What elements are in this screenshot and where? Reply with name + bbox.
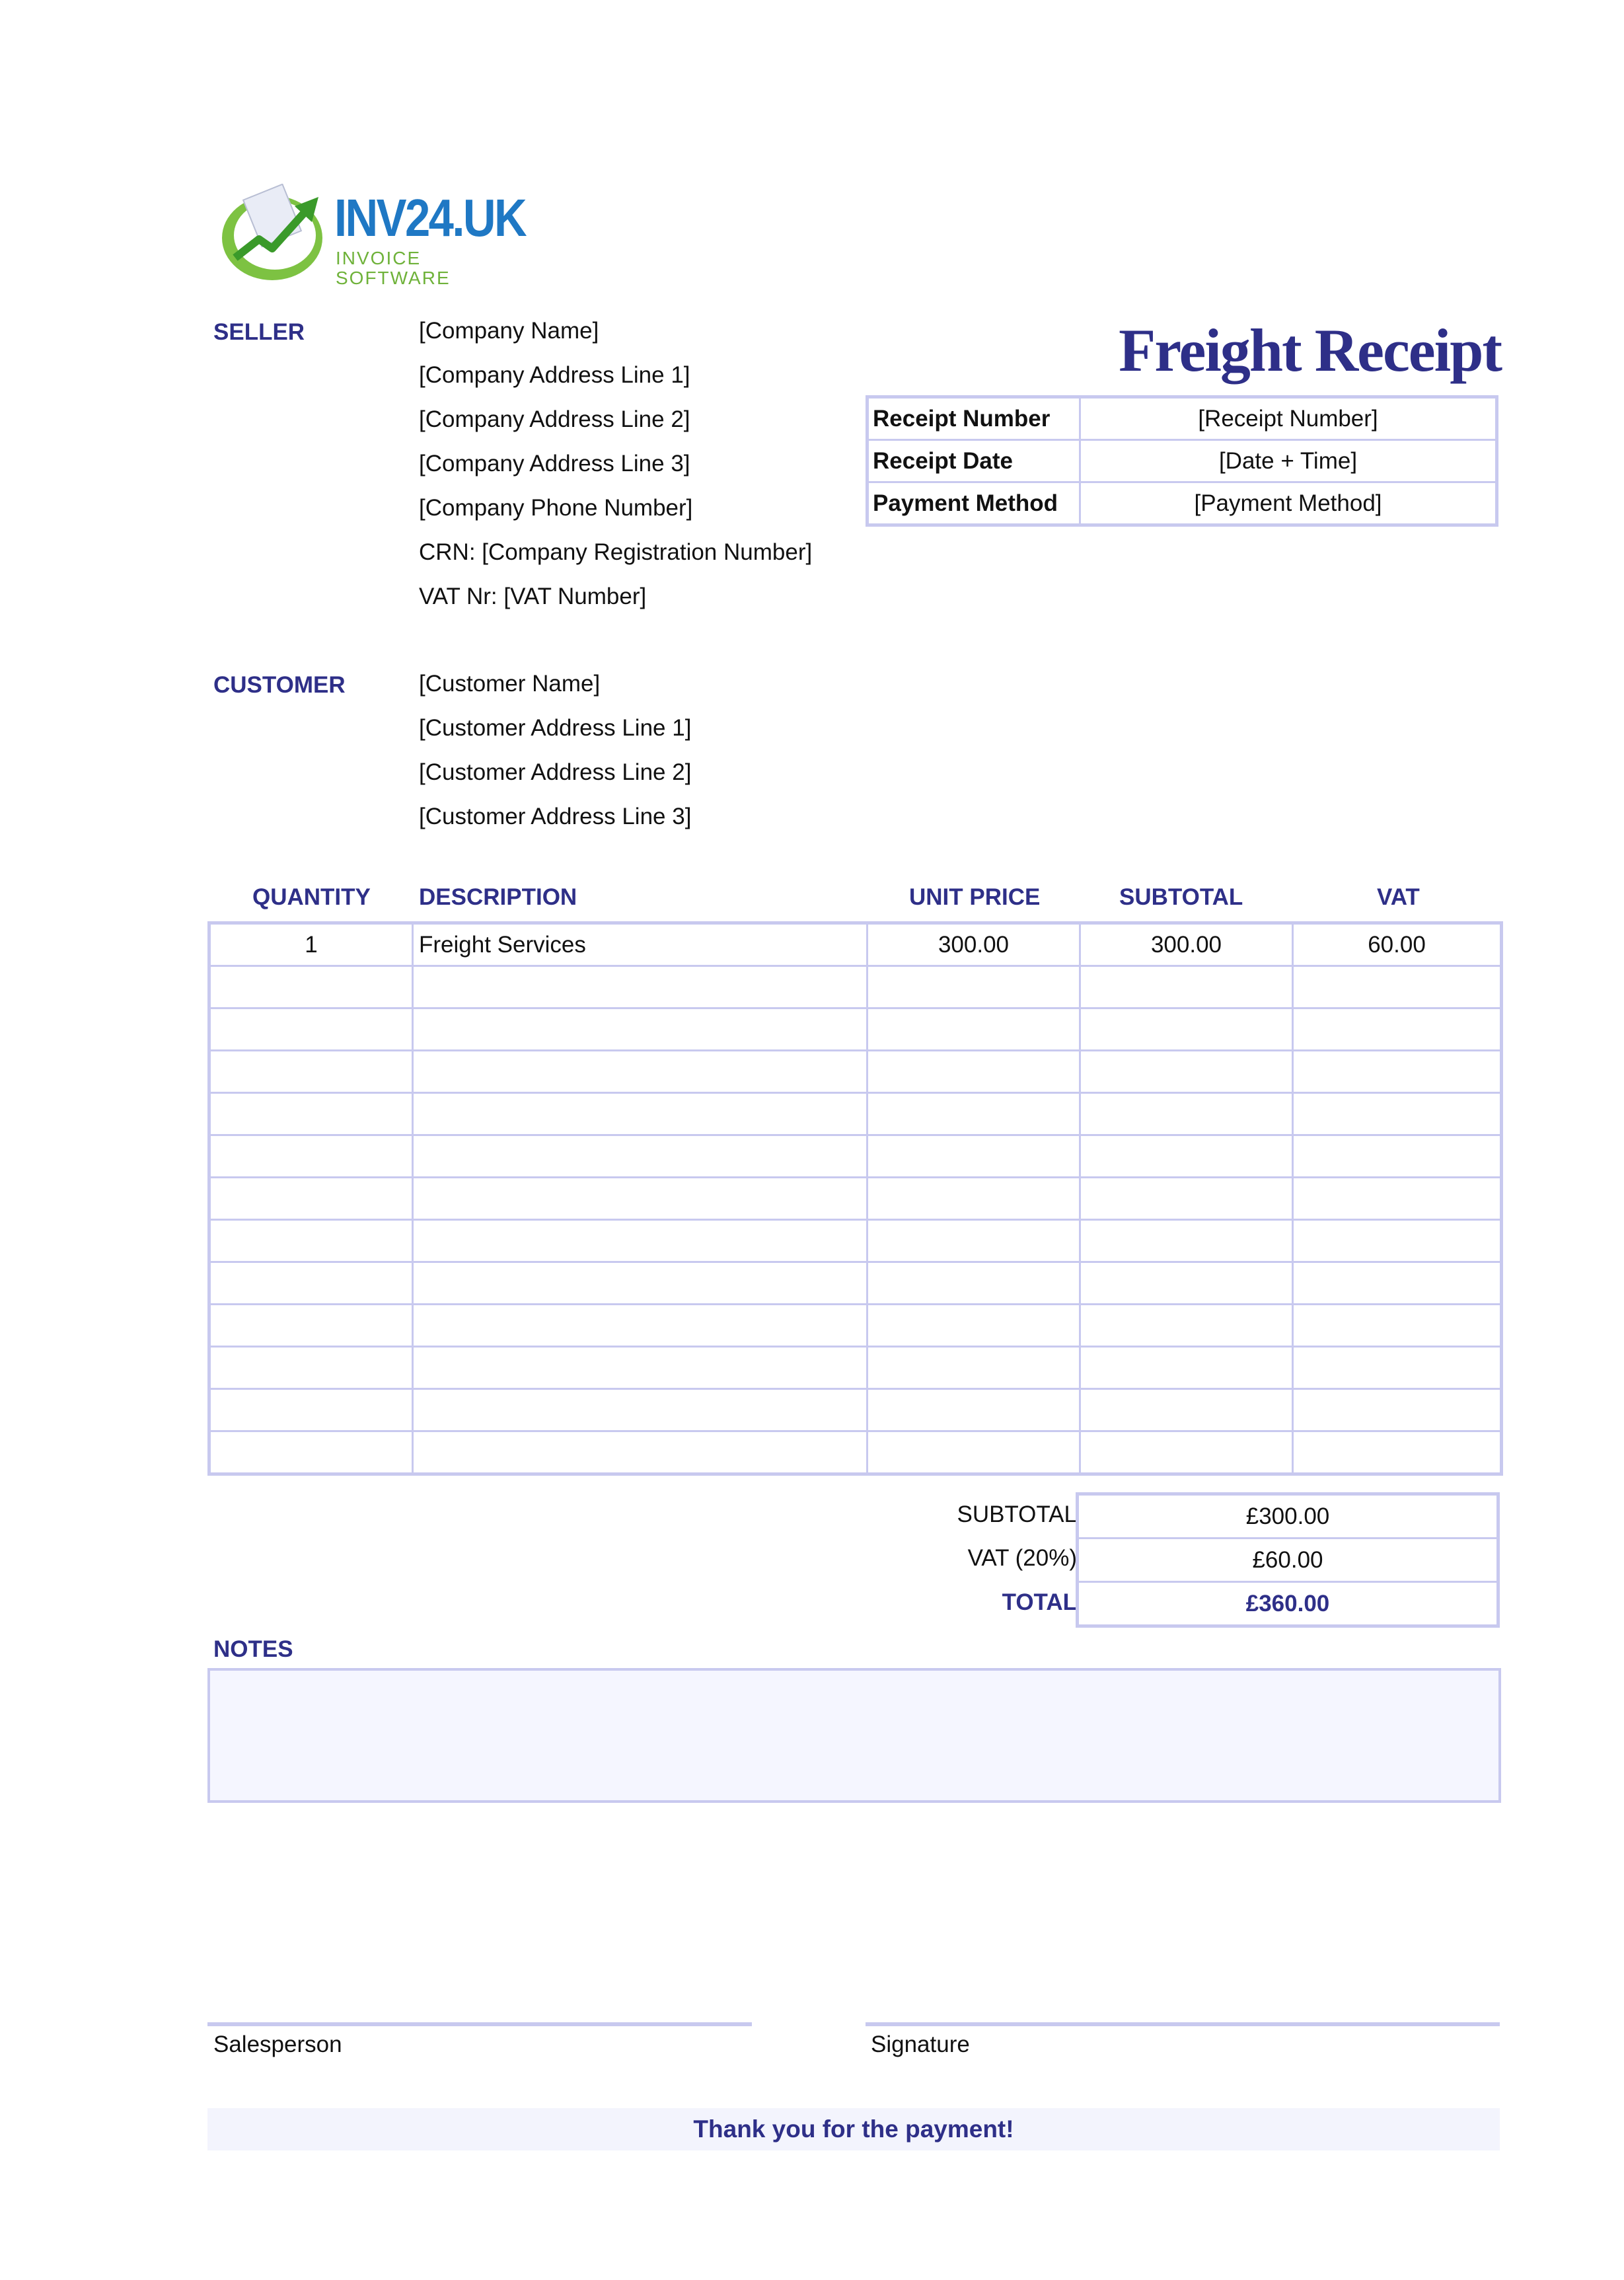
cell-subtotal	[1080, 1389, 1293, 1431]
cell-vat	[1293, 1262, 1502, 1305]
cell-quantity	[209, 1347, 413, 1389]
meta-value: [Date + Time]	[1080, 440, 1497, 482]
cell-description	[413, 1389, 867, 1431]
cell-unit-price	[867, 1262, 1080, 1305]
cell-description: Freight Services	[413, 923, 867, 966]
items-table	[207, 921, 1503, 1476]
cell-vat	[1293, 1051, 1502, 1093]
thank-you-banner: Thank you for the payment!	[207, 2108, 1500, 2150]
table-row	[209, 1262, 1502, 1305]
document-title: Freight Receipt	[1119, 317, 1501, 384]
salesperson-signature-line	[207, 2022, 752, 2026]
column-header-vat: VAT	[1377, 884, 1420, 910]
signature-label: Signature	[871, 2032, 970, 2057]
meta-row	[867, 397, 1497, 440]
notes-label: NOTES	[213, 1636, 293, 1662]
cell-subtotal	[1080, 1347, 1293, 1389]
column-header-subtotal: SUBTOTAL	[1119, 884, 1243, 910]
grand-total-value: £360.00	[1078, 1582, 1498, 1626]
cell-vat: 60.00	[1293, 923, 1502, 966]
seller-line: [Company Name]	[419, 318, 599, 344]
meta-value: [Payment Method]	[1080, 482, 1497, 525]
cell-unit-price	[867, 1093, 1080, 1135]
salesperson-label: Salesperson	[213, 2032, 342, 2057]
table-row	[209, 923, 1502, 966]
cell-vat	[1293, 1347, 1502, 1389]
cell-quantity	[209, 1178, 413, 1220]
cell-unit-price	[867, 1008, 1080, 1051]
seller-line: [Company Address Line 1]	[419, 362, 690, 388]
meta-value: [Receipt Number]	[1080, 397, 1497, 440]
cell-quantity	[209, 1389, 413, 1431]
cell-subtotal	[1080, 1051, 1293, 1093]
meta-label: Payment Method	[867, 482, 1080, 525]
grand-total-label: TOTAL	[1002, 1589, 1077, 1615]
customer-line: [Customer Address Line 1]	[419, 715, 692, 741]
cell-quantity	[209, 1431, 413, 1474]
cell-quantity	[209, 1051, 413, 1093]
cell-subtotal	[1080, 966, 1293, 1008]
cell-vat	[1293, 1135, 1502, 1178]
seller-line: VAT Nr: [VAT Number]	[419, 584, 647, 609]
cell-subtotal	[1080, 1262, 1293, 1305]
logo-tagline: INVOICE SOFTWARE	[336, 248, 451, 288]
cell-quantity	[209, 1305, 413, 1347]
cell-unit-price	[867, 1347, 1080, 1389]
cell-vat	[1293, 1431, 1502, 1474]
cell-vat	[1293, 966, 1502, 1008]
cell-description	[413, 1262, 867, 1305]
meta-label: Receipt Date	[867, 440, 1080, 482]
cell-description	[413, 1305, 867, 1347]
table-row	[209, 1093, 1502, 1135]
cell-quantity	[209, 1093, 413, 1135]
cell-unit-price	[867, 1305, 1080, 1347]
meta-label: Receipt Number	[867, 397, 1080, 440]
signature-line	[866, 2022, 1500, 2026]
cell-vat	[1293, 1220, 1502, 1262]
table-row	[209, 1220, 1502, 1262]
items-header	[209, 884, 1500, 920]
table-row	[209, 1178, 1502, 1220]
cell-unit-price	[867, 1431, 1080, 1474]
cell-description	[413, 1178, 867, 1220]
cell-description	[413, 1347, 867, 1389]
cell-unit-price	[867, 1220, 1080, 1262]
table-row	[209, 1305, 1502, 1347]
totals-table	[1076, 1492, 1500, 1628]
company-logo	[221, 177, 538, 288]
seller-label: SELLER	[213, 319, 305, 345]
seller-line: [Company Address Line 3]	[419, 451, 690, 476]
cell-description	[413, 1431, 867, 1474]
cell-description	[413, 1008, 867, 1051]
invoice-chart-logo-icon	[221, 184, 326, 283]
table-row	[209, 1008, 1502, 1051]
cell-subtotal	[1080, 1135, 1293, 1178]
table-row	[209, 1135, 1502, 1178]
table-row	[209, 1051, 1502, 1093]
table-row	[209, 1431, 1502, 1474]
column-header-unit-price: UNIT PRICE	[909, 884, 1041, 910]
cell-vat	[1293, 1178, 1502, 1220]
seller-line: [Company Address Line 2]	[419, 406, 690, 432]
customer-line: [Customer Address Line 3]	[419, 804, 692, 829]
cell-quantity	[209, 966, 413, 1008]
cell-unit-price	[867, 966, 1080, 1008]
cell-unit-price	[867, 1389, 1080, 1431]
cell-subtotal	[1080, 1220, 1293, 1262]
column-header-description: DESCRIPTION	[419, 884, 577, 910]
cell-unit-price	[867, 1051, 1080, 1093]
vat-total-value: £60.00	[1078, 1539, 1498, 1582]
cell-subtotal	[1080, 1431, 1293, 1474]
cell-subtotal	[1080, 1008, 1293, 1051]
notes-box[interactable]	[207, 1668, 1501, 1803]
cell-description	[413, 1220, 867, 1262]
cell-subtotal	[1080, 1305, 1293, 1347]
seller-line: [Company Phone Number]	[419, 495, 693, 521]
cell-subtotal: 300.00	[1080, 923, 1293, 966]
meta-row	[867, 482, 1497, 525]
table-row	[209, 1347, 1502, 1389]
cell-description	[413, 1135, 867, 1178]
cell-quantity	[209, 1135, 413, 1178]
cell-vat	[1293, 1305, 1502, 1347]
cell-description	[413, 1093, 867, 1135]
cell-subtotal	[1080, 1093, 1293, 1135]
cell-quantity	[209, 1220, 413, 1262]
cell-unit-price: 300.00	[867, 923, 1080, 966]
customer-label: CUSTOMER	[213, 672, 346, 698]
customer-line: [Customer Address Line 2]	[419, 759, 692, 785]
cell-description	[413, 966, 867, 1008]
logo-brand: INV24.UK	[334, 188, 526, 247]
cell-vat	[1293, 1389, 1502, 1431]
subtotal-value: £300.00	[1078, 1494, 1498, 1539]
vat-total-label: VAT (20%)	[967, 1545, 1077, 1571]
items-body	[209, 923, 1502, 1474]
seller-line: CRN: [Company Registration Number]	[419, 539, 813, 565]
subtotal-label: SUBTOTAL	[957, 1501, 1077, 1527]
cell-quantity	[209, 1262, 413, 1305]
column-header-quantity: QUANTITY	[252, 884, 371, 910]
cell-quantity	[209, 1008, 413, 1051]
receipt-meta-table	[866, 395, 1498, 527]
cell-vat	[1293, 1093, 1502, 1135]
cell-description	[413, 1051, 867, 1093]
cell-vat	[1293, 1008, 1502, 1051]
table-row	[209, 1389, 1502, 1431]
cell-unit-price	[867, 1178, 1080, 1220]
cell-quantity: 1	[209, 923, 413, 966]
table-row	[209, 966, 1502, 1008]
meta-row	[867, 440, 1497, 482]
cell-subtotal	[1080, 1178, 1293, 1220]
cell-unit-price	[867, 1135, 1080, 1178]
customer-line: [Customer Name]	[419, 671, 601, 697]
